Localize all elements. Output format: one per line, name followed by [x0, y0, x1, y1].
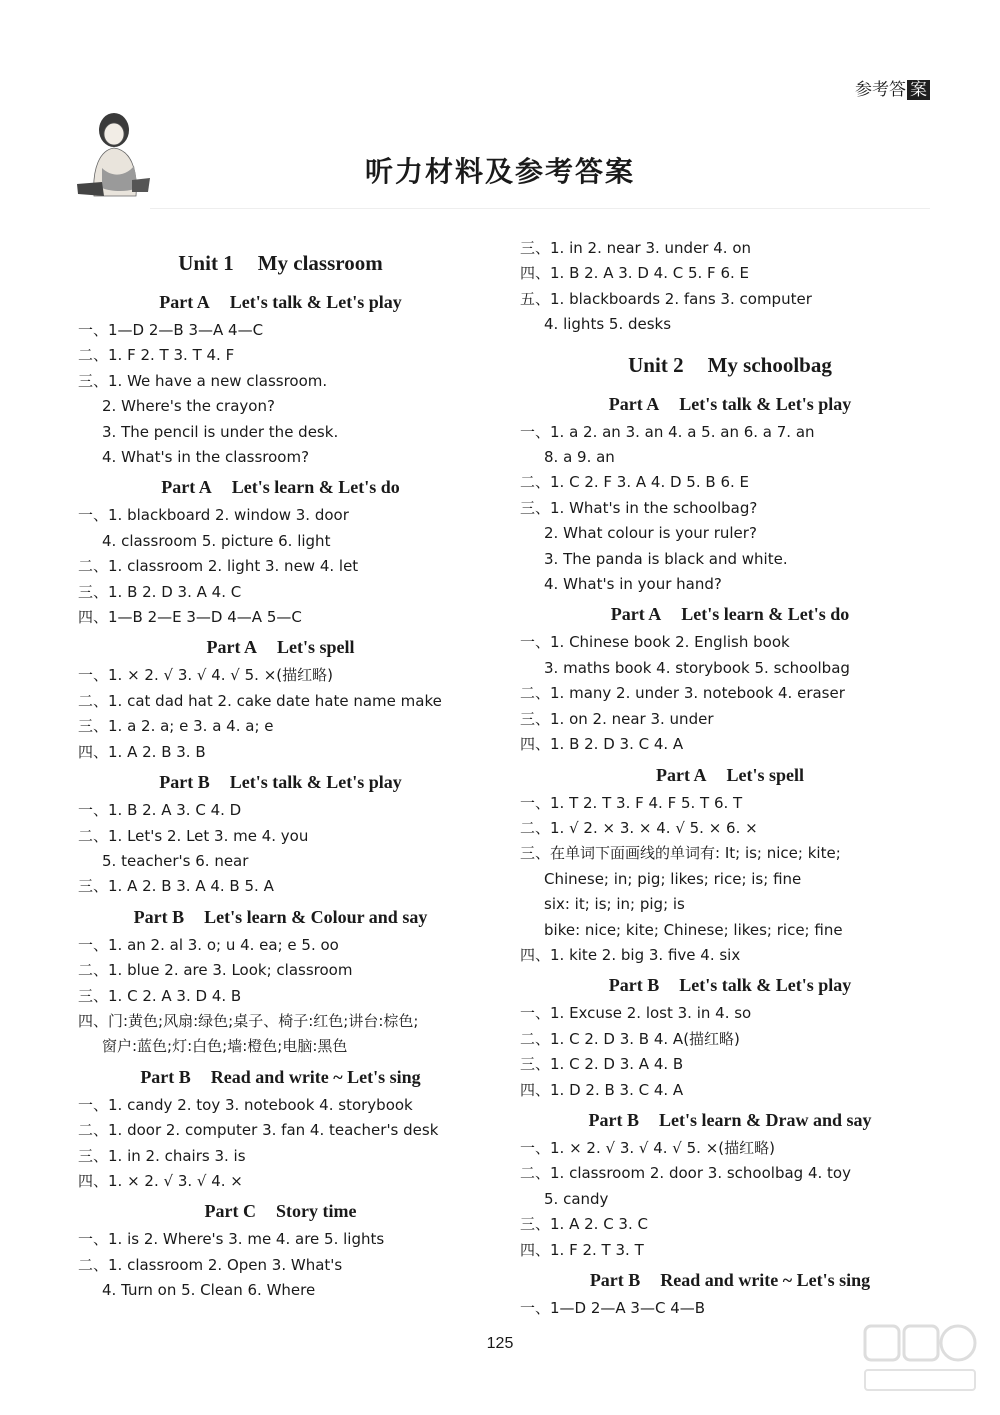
answer-line: 三、1. B 2. D 3. A 4. C: [78, 582, 242, 601]
part-name: Part A: [159, 292, 210, 312]
part-name: Part A: [161, 477, 212, 498]
answer-line: 二、1. classroom 2. light 3. new 4. let: [78, 557, 359, 576]
answer-line: 三、1. in 2. chairs 3. is: [78, 1146, 246, 1165]
answer-line: 二、1. √ 2. × 3. × 4. √ 5. × 6. ×: [520, 818, 758, 837]
part-heading: [520, 601, 940, 627]
answer-line: 三、1. A 2. B 3. A 4. B 5. A: [78, 877, 274, 896]
part-heading: [78, 1198, 483, 1224]
part-name: Part A: [608, 393, 660, 414]
answer-line: 四、1. × 2. √ 3. √ 4. ×: [78, 1171, 243, 1190]
part-name: Part B: [133, 906, 185, 927]
answer-line: 一、1. T 2. T 3. F 4. F 5. T 6. T: [520, 793, 743, 812]
part-title: Let's learn & Let's do: [681, 604, 850, 625]
unit-heading: [520, 350, 940, 380]
answer-line: 4. Turn on 5. Clean 6. Where: [102, 1281, 316, 1300]
part-title: Let's talk & Let's play: [229, 772, 402, 793]
part-name: Part A: [656, 764, 707, 785]
answer-line: 5. teacher's 6. near: [102, 851, 249, 870]
answer-line: 四、门:黄色;风扇:绿色;桌子、椅子:红色;讲台:棕色;: [78, 1011, 419, 1030]
part-title: Let's talk & Let's play: [679, 393, 852, 414]
answer-line: 2. Where's the crayon?: [102, 397, 275, 416]
part-name: Part A: [610, 604, 662, 625]
answer-line: 二、1. classroom 2. door 3. schoolbag 4. toy: [520, 1164, 851, 1183]
watermark-logo-icon: [860, 1318, 980, 1398]
answer-line: 四、1. A 2. B 3. B: [78, 742, 206, 761]
answer-line: 一、1. candy 2. toy 3. notebook 4. storybook: [78, 1095, 413, 1114]
answer-line: 二、1. C 2. F 3. A 4. D 5. B 6. E: [520, 473, 749, 492]
answer-line: 一、1. B 2. A 3. C 4. D: [78, 801, 242, 820]
part-heading: [520, 972, 940, 998]
answer-line: 三、1. on 2. near 3. under: [520, 709, 714, 728]
part-title: Let's learn & Draw and say: [658, 1109, 872, 1130]
answer-line: 3. The panda is black and white.: [544, 549, 788, 568]
part-heading: [78, 289, 483, 315]
answer-line: 三、1. What's in the schoolbag?: [520, 498, 758, 517]
answer-line: 四、1. B 2. D 3. C 4. A: [520, 735, 684, 754]
answer-line: 三、1. in 2. near 3. under 4. on: [520, 239, 752, 257]
unit-title: My schoolbag: [707, 352, 832, 377]
part-heading: [78, 769, 483, 795]
answer-line: 3. The pencil is under the desk.: [102, 422, 339, 441]
part-title: Let's learn & Let's do: [231, 477, 400, 498]
answer-line: 一、1. Chinese book 2. English book: [520, 633, 790, 652]
unit-title: My classroom: [257, 251, 383, 275]
answer-line: 4. classroom 5. picture 6. light: [102, 531, 331, 550]
header-label: 参考答: [855, 80, 906, 100]
answer-line: 三、1. C 2. D 3. A 4. B: [520, 1055, 684, 1074]
part-name: Part A: [206, 637, 257, 658]
part-heading: [520, 391, 940, 417]
answer-line: bike: nice; kite; Chinese; likes; rice; fine: [544, 920, 843, 939]
part-title: Let's talk & Let's play: [229, 292, 402, 312]
answer-line: 5. candy: [544, 1189, 609, 1208]
part-name: Part B: [589, 1270, 641, 1290]
header-box: 案: [907, 80, 930, 100]
answer-line: 四、1. F 2. T 3. T: [520, 1240, 644, 1259]
answer-line: 一、1. is 2. Where's 3. me 4. are 5. lights: [78, 1230, 385, 1249]
part-title: Let's talk & Let's play: [679, 975, 852, 996]
left-column: [78, 236, 483, 1304]
answer-line: 二、1. classroom 2. Open 3. What's: [78, 1255, 343, 1274]
answer-line: 四、1. B 2. A 3. D 4. C 5. F 6. E: [520, 264, 749, 283]
answer-line: 4. What's in your hand?: [544, 575, 722, 594]
part-heading: [520, 762, 940, 788]
answer-line: 窗户:蓝色;灯:白色;墙:橙色;电脑:黑色: [102, 1037, 348, 1056]
answer-line: Chinese; in; pig; likes; rice; is; fine: [544, 869, 802, 888]
answer-line: 三、1. C 2. A 3. D 4. B: [78, 986, 242, 1005]
answer-line: six: it; is; in; pig; is: [544, 895, 685, 914]
answer-line: 三、在单词下面画线的单词有: It; is; nice; kite;: [520, 844, 841, 863]
answer-line: 四、1—B 2—E 3—D 4—A 5—C: [78, 608, 302, 627]
part-name: Part B: [159, 772, 210, 793]
answer-line: 二、1. door 2. computer 3. fan 4. teacher's desk: [78, 1121, 439, 1140]
answer-line: 二、1. blue 2. are 3. Look; classroom: [78, 961, 353, 980]
answer-line: 8. a 9. an: [544, 448, 615, 467]
part-name: Part B: [608, 975, 660, 996]
part-heading: [78, 904, 483, 930]
part-heading: [78, 634, 483, 660]
part-name: Part B: [588, 1109, 639, 1130]
answer-line: 二、1. cat dad hat 2. cake date hate name make: [78, 691, 442, 710]
answer-line: 一、1. Excuse 2. lost 3. in 4. so: [520, 1004, 752, 1023]
answer-line: 4. What's in the classroom?: [102, 448, 310, 467]
part-heading: [520, 1267, 940, 1293]
answer-line: 一、1. an 2. al 3. o; u 4. ea; e 5. oo: [78, 935, 339, 954]
answer-line: 一、1. × 2. √ 3. √ 4. √ 5. ×(描红略): [78, 666, 333, 685]
part-name: Part B: [140, 1066, 191, 1087]
answer-line: 二、1. many 2. under 3. notebook 4. eraser: [520, 684, 845, 703]
page-number: 125: [486, 1335, 514, 1352]
part-title: Read and write ~ Let's sing: [660, 1270, 871, 1290]
unit-heading: [78, 248, 483, 278]
part-name: Part C: [204, 1201, 256, 1222]
part-title: Let's learn & Colour and say: [204, 906, 428, 927]
part-title: Let's spell: [726, 764, 804, 785]
answer-line: 一、1. a 2. an 3. an 4. a 5. an 6. a 7. an: [520, 422, 815, 441]
answer-line: 三、1. a 2. a; e 3. a 4. a; e: [78, 717, 274, 736]
answer-line: 二、1. Let's 2. Let 3. me 4. you: [78, 826, 309, 845]
part-title: Let's spell: [276, 637, 355, 658]
answer-line: 五、1. blackboards 2. fans 3. computer: [520, 289, 812, 308]
answer-line: 三、1. A 2. C 3. C: [520, 1215, 648, 1234]
answer-line: 二、1. F 2. T 3. T 4. F: [78, 346, 235, 365]
part-heading: [78, 474, 483, 500]
unit-name: Unit 2: [628, 352, 684, 377]
answer-line: 4. lights 5. desks: [544, 315, 672, 334]
unit-name: Unit 1: [178, 251, 234, 275]
answer-line: 四、1. kite 2. big 3. five 4. six: [520, 945, 741, 964]
answer-line: 2. What colour is your ruler?: [544, 524, 757, 543]
answer-line: 一、1. × 2. √ 3. √ 4. √ 5. ×(描红略): [520, 1138, 775, 1157]
answer-line: 一、1—D 2—A 3—C 4—B: [520, 1299, 706, 1317]
answer-line: 四、1. D 2. B 3. C 4. A: [520, 1080, 684, 1099]
answer-line: 一、1—D 2—B 3—A 4—C: [78, 321, 264, 339]
answer-line: 二、1. C 2. D 3. B 4. A(描红略): [520, 1029, 740, 1048]
page-title: 听力材料及参考答案: [364, 155, 635, 188]
page-header: [855, 75, 930, 100]
answer-line: 一、1. blackboard 2. window 3. door: [78, 506, 349, 525]
part-heading: [520, 1107, 940, 1133]
part-title: Story time: [276, 1201, 357, 1222]
divider: [150, 208, 930, 209]
answer-line: 三、1. We have a new classroom.: [78, 371, 328, 390]
right-column: [520, 236, 940, 1321]
answer-line: 3. maths book 4. storybook 5. schoolbag: [544, 658, 850, 677]
part-title: Read and write ~ Let's sing: [210, 1066, 421, 1087]
part-heading: [78, 1064, 483, 1090]
